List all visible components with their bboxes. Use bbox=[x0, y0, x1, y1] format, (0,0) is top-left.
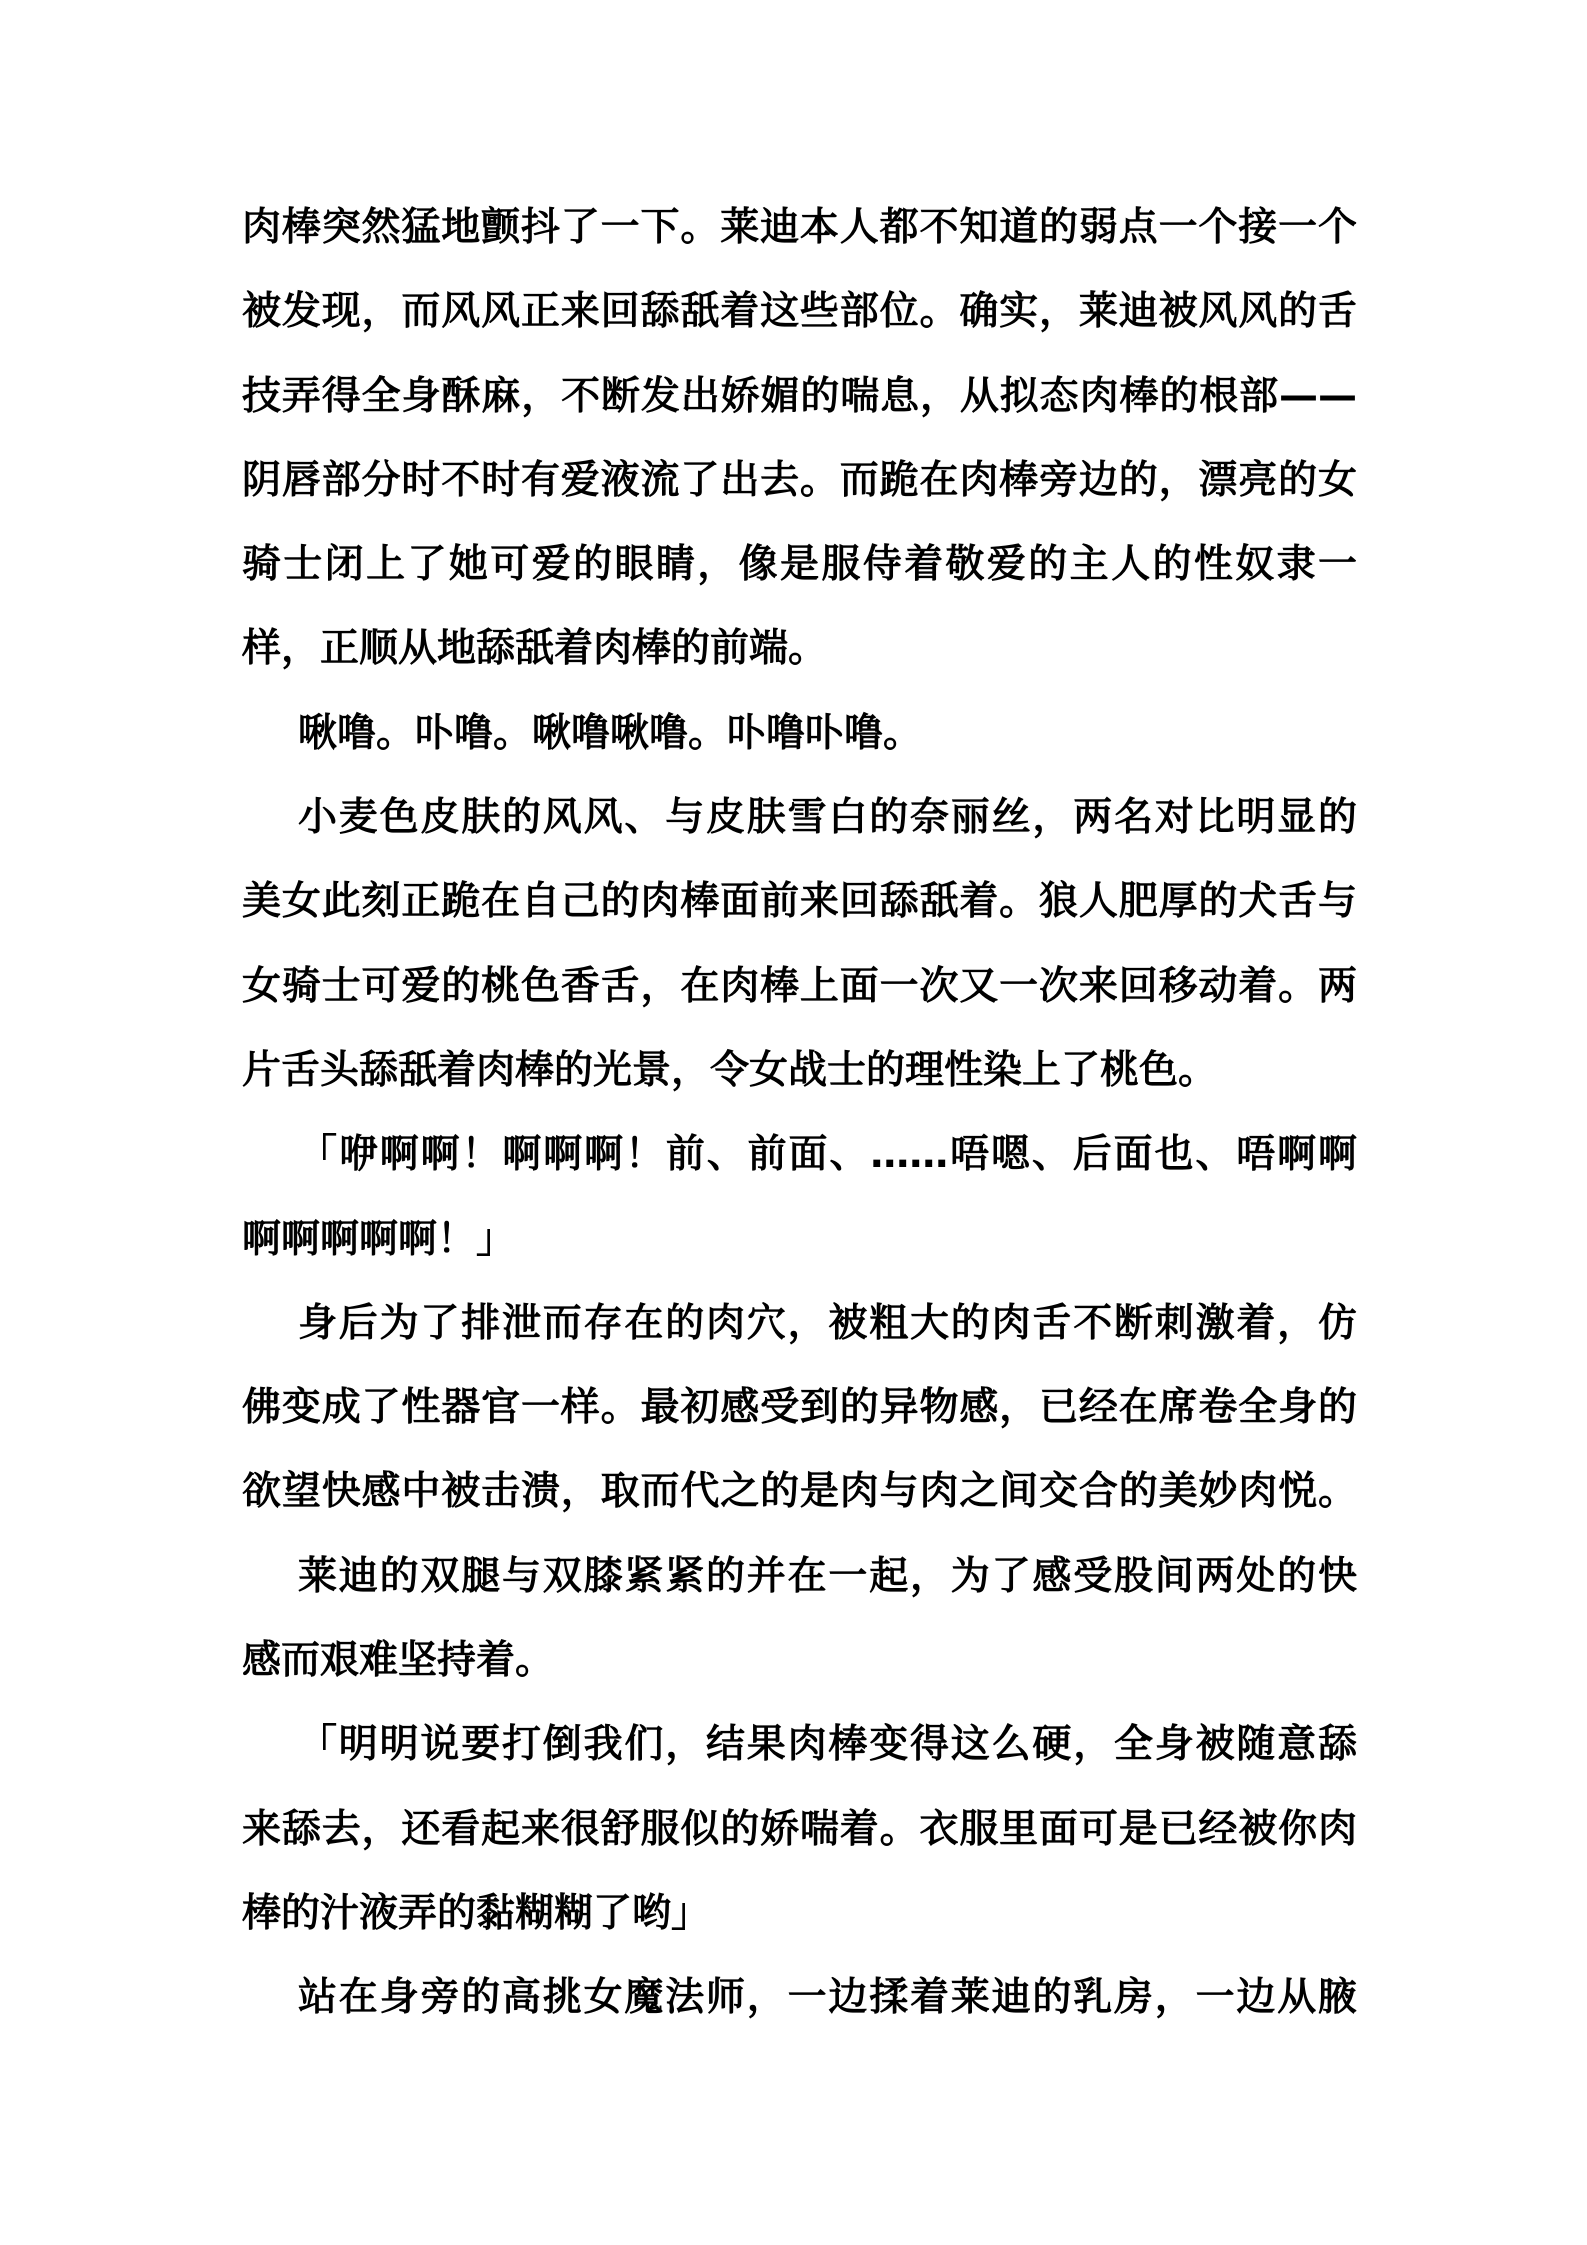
text-line: 「明明说要打倒我们，结果肉棒变得这么硬，全身被随意舔 bbox=[298, 1722, 1357, 1768]
text-line: 小麦色皮肤的风风、与皮肤雪白的奈丽丝，两名对比明显的 bbox=[298, 795, 1357, 841]
text-line: 站在身旁的高挑女魔法师，一边揉着莱迪的乳房，一边从腋 bbox=[298, 1975, 1357, 2021]
text-line: 样，正顺从地舔舐着肉棒的前端。 bbox=[242, 626, 828, 672]
text-line: 美女此刻正跪在自己的肉棒面前来回舔舐着。狼人肥厚的犬舌与 bbox=[242, 879, 1357, 925]
text-line: 片舌头舔舐着肉棒的光景，令女战士的理性染上了桃色。 bbox=[242, 1047, 1218, 1093]
text-line: 啾噜。卟噜。啾噜啾噜。卟噜卟噜。 bbox=[298, 710, 923, 756]
text-line: 啊啊啊啊啊！」 bbox=[242, 1216, 516, 1262]
document-page bbox=[242, 200, 1357, 2055]
text-line: 女骑士可爱的桃色香舌，在肉棒上面一次又一次来回移动着。两 bbox=[242, 963, 1357, 1009]
text-line: 身后为了排泄而存在的肉穴，被粗大的肉舌不断刺激着，仿 bbox=[298, 1300, 1357, 1346]
text-line: 肉棒突然猛地颤抖了一下。莱迪本人都不知道的弱点一个接一个 bbox=[242, 205, 1357, 250]
text-line: 棒的汁液弄的黏糊糊了哟」 bbox=[242, 1890, 711, 1936]
text-line: 来舔去，还看起来很舒服似的娇喘着。衣服里面可是已经被你肉 bbox=[242, 1806, 1357, 1852]
text-line: 被发现，而风风正来回舔舐着这些部位。确实，莱迪被风风的舌 bbox=[242, 289, 1357, 335]
text-line: 感而艰难坚持着。 bbox=[242, 1638, 555, 1684]
text-line: 「咿啊啊！啊啊啊！前、前面、……唔嗯、后面也、唔啊啊 bbox=[298, 1132, 1357, 1178]
text-line: 阴唇部分时不时有爱液流了出去。而跪在肉棒旁边的，漂亮的女 bbox=[242, 457, 1357, 503]
text-line: 骑士闭上了她可爱的眼睛，像是服侍着敬爱的主人的性奴隶一 bbox=[242, 542, 1357, 588]
text-line: 欲望快感中被击溃，取而代之的是肉与肉之间交合的美妙肉悦。 bbox=[242, 1469, 1357, 1515]
text-line: 佛变成了性器官一样。最初感受到的异物感，已经在席卷全身的 bbox=[242, 1385, 1357, 1431]
text-line: 莱迪的双腿与双膝紧紧的并在一起，为了感受股间两处的快 bbox=[298, 1553, 1357, 1599]
text-line: 技弄得全身酥麻，不断发出娇媚的喘息，从拟态肉棒的根部—— bbox=[242, 373, 1357, 419]
